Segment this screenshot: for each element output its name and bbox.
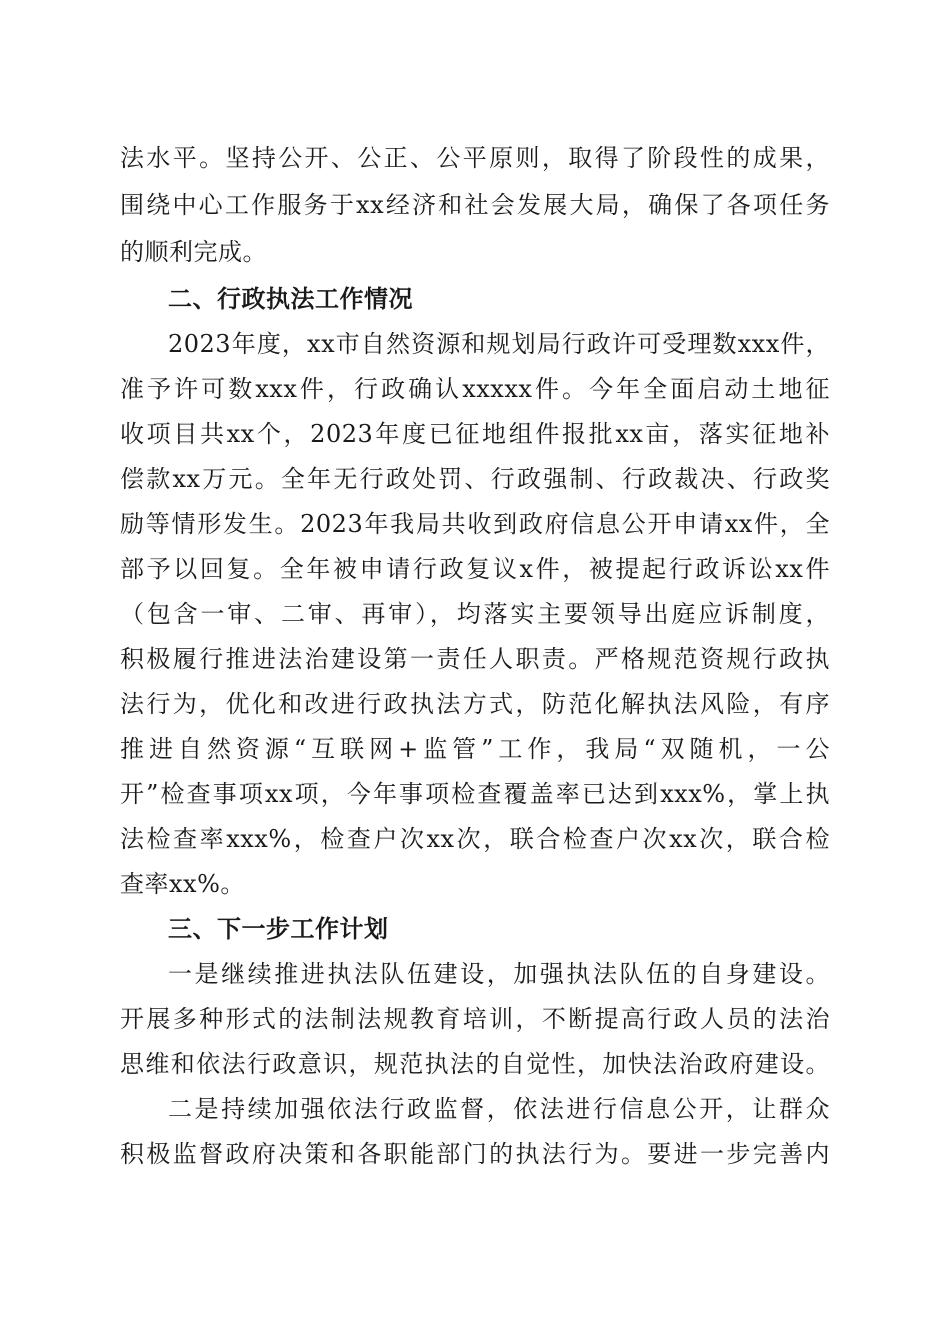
paragraph-line: 2023年度，xx市自然资源和规划局行政许可受理数xxx件，	[168, 330, 830, 358]
paragraph-line: 查率xx%。	[120, 870, 245, 898]
paragraph-line: 围绕中心工作服务于xx经济和社会发展大局，确保了各项任务	[120, 191, 830, 219]
paragraph-line: 思维和依法行政意识，规范执法的自觉性，加快法治政府建设。	[120, 1050, 830, 1078]
paragraph-line: 一是继续推进执法队伍建设，加强执法队伍的自身建设。	[168, 960, 830, 988]
paragraph-line: 积极履行推进法治建设第一责任人职责。严格规范资规行政执	[120, 645, 830, 673]
paragraph-line: 法水平。坚持公开、公正、公平原则，取得了阶段性的成果，	[120, 144, 830, 172]
paragraph-line: 的顺利完成。	[120, 238, 267, 266]
paragraph-line: 开展多种形式的法制法规教育培训，不断提高行政人员的法治	[120, 1005, 830, 1033]
paragraph-line: 推进自然资源“互联网+监管”工作，我局“双随机，一公	[120, 735, 830, 763]
paragraph-line: 偿款xx万元。全年无行政处罚、行政强制、行政裁决、行政奖	[120, 465, 830, 493]
paragraph-line: 积极监督政府决策和各职能部门的执法行为。要进一步完善内	[120, 1140, 830, 1168]
paragraph-line: （包含一审、二审、再审），均落实主要领导出庭应诉制度，	[120, 600, 830, 628]
paragraph-line: 准予许可数xxx件，行政确认xxxxx件。今年全面启动土地征	[120, 375, 830, 403]
paragraph-line: 收项目共xx个，2023年度已征地组件报批xx亩，落实征地补	[120, 420, 830, 448]
section-heading-plan: 三、下一步工作计划	[168, 915, 389, 943]
paragraph-line: 法行为，优化和改进行政执法方式，防范化解执法风险，有序	[120, 690, 830, 718]
paragraph-line: 励等情形发生。2023年我局共收到政府信息公开申请xx件，全	[120, 510, 830, 538]
paragraph-line: 法检查率xxx%，检查户次xx次，联合检查户次xx次，联合检	[120, 825, 830, 853]
paragraph-line: 开”检查事项xx项，今年事项检查覆盖率已达到xxx%，掌上执	[120, 780, 830, 808]
paragraph-line: 部予以回复。全年被申请行政复议x件，被提起行政诉讼xx件	[120, 555, 830, 583]
paragraph-line: 二是持续加强依法行政监督，依法进行信息公开，让群众	[168, 1095, 830, 1123]
section-heading-enforcement: 二、行政执法工作情况	[168, 285, 413, 313]
